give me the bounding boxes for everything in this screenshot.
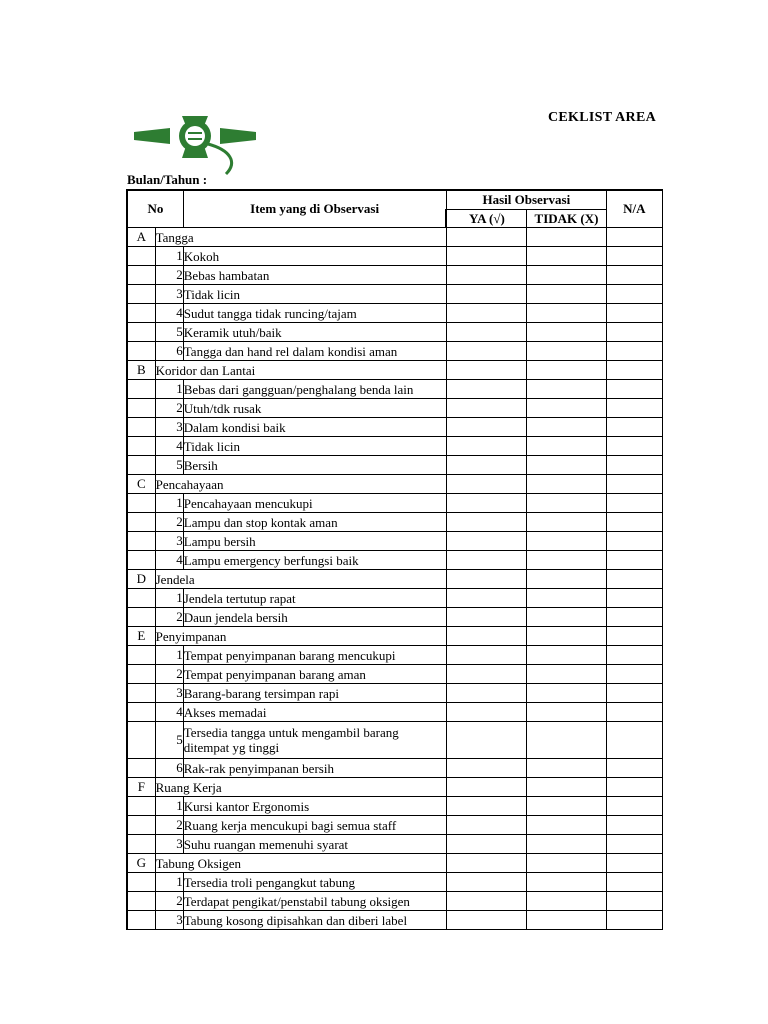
item-row bbox=[127, 532, 663, 551]
ya-cell[interactable] bbox=[446, 892, 526, 911]
item-row bbox=[127, 437, 663, 456]
item-number: 2 bbox=[155, 513, 183, 532]
row-spacer bbox=[127, 816, 155, 835]
item-text: Ruang kerja mencukupi bagi semua staff bbox=[183, 816, 446, 835]
row-spacer bbox=[127, 285, 155, 304]
row-spacer bbox=[127, 911, 155, 930]
item-text: Terdapat pengikat/penstabil tabung oksigen bbox=[183, 892, 446, 911]
row-spacer bbox=[127, 873, 155, 892]
ya-cell[interactable] bbox=[446, 342, 526, 361]
item-row bbox=[127, 665, 663, 684]
ya-cell[interactable] bbox=[446, 778, 526, 797]
item-text: Utuh/tdk rusak bbox=[183, 399, 446, 418]
ya-cell[interactable] bbox=[446, 532, 526, 551]
row-spacer bbox=[127, 835, 155, 854]
ya-cell[interactable] bbox=[446, 361, 526, 380]
item-text: Tabung kosong dipisahkan dan diberi label bbox=[183, 911, 446, 930]
na-cell[interactable] bbox=[606, 570, 662, 589]
section-row bbox=[127, 475, 663, 494]
header-na: N/A bbox=[606, 190, 662, 228]
item-number: 4 bbox=[155, 304, 183, 323]
item-text: Pencahayaan mencukupi bbox=[183, 494, 446, 513]
section-code: E bbox=[127, 627, 155, 646]
green-cross-logo-icon bbox=[130, 114, 260, 180]
na-cell[interactable] bbox=[606, 361, 662, 380]
tidak-cell[interactable] bbox=[527, 722, 606, 759]
row-spacer bbox=[127, 551, 155, 570]
na-cell[interactable] bbox=[606, 399, 662, 418]
row-spacer bbox=[127, 759, 155, 778]
tidak-cell[interactable] bbox=[527, 854, 606, 873]
na-cell[interactable] bbox=[606, 873, 662, 892]
item-number: 6 bbox=[155, 342, 183, 361]
na-cell[interactable] bbox=[606, 854, 662, 873]
item-row bbox=[127, 816, 663, 835]
ya-cell[interactable] bbox=[446, 266, 526, 285]
ya-cell[interactable] bbox=[446, 589, 526, 608]
row-spacer bbox=[127, 722, 155, 759]
tidak-cell[interactable] bbox=[527, 589, 606, 608]
tidak-cell[interactable] bbox=[527, 759, 606, 778]
ya-cell[interactable] bbox=[446, 722, 526, 759]
item-row bbox=[127, 513, 663, 532]
section-name: Koridor dan Lantai bbox=[155, 361, 446, 380]
ya-cell[interactable] bbox=[446, 437, 526, 456]
na-cell[interactable] bbox=[606, 684, 662, 703]
section-row bbox=[127, 228, 663, 247]
item-text: Bersih bbox=[183, 456, 446, 475]
section-row bbox=[127, 854, 663, 873]
ya-cell[interactable] bbox=[446, 759, 526, 778]
na-cell[interactable] bbox=[606, 285, 662, 304]
row-spacer bbox=[127, 646, 155, 665]
ya-cell[interactable] bbox=[446, 646, 526, 665]
na-cell[interactable] bbox=[606, 513, 662, 532]
tidak-cell[interactable] bbox=[527, 247, 606, 266]
ya-cell[interactable] bbox=[446, 703, 526, 722]
item-number: 3 bbox=[155, 532, 183, 551]
na-cell[interactable] bbox=[606, 797, 662, 816]
item-number: 1 bbox=[155, 873, 183, 892]
item-row bbox=[127, 608, 663, 627]
section-row bbox=[127, 778, 663, 797]
row-spacer bbox=[127, 342, 155, 361]
row-spacer bbox=[127, 665, 155, 684]
item-number: 1 bbox=[155, 646, 183, 665]
header-ya: YA (√) bbox=[446, 210, 526, 228]
ya-cell[interactable] bbox=[446, 380, 526, 399]
ya-cell[interactable] bbox=[446, 228, 526, 247]
page-title: CEKLIST AREA bbox=[548, 110, 656, 125]
ya-cell[interactable] bbox=[446, 304, 526, 323]
tidak-cell[interactable] bbox=[527, 513, 606, 532]
row-spacer bbox=[127, 494, 155, 513]
item-number: 1 bbox=[155, 380, 183, 399]
item-number: 3 bbox=[155, 835, 183, 854]
header-tidak: TIDAK (X) bbox=[527, 210, 606, 228]
item-row bbox=[127, 722, 663, 759]
section-row bbox=[127, 627, 663, 646]
item-number: 2 bbox=[155, 608, 183, 627]
na-cell[interactable] bbox=[606, 228, 662, 247]
item-number: 1 bbox=[155, 494, 183, 513]
row-spacer bbox=[127, 380, 155, 399]
ya-cell[interactable] bbox=[446, 627, 526, 646]
item-text: Barang-barang tersimpan rapi bbox=[183, 684, 446, 703]
na-cell[interactable] bbox=[606, 380, 662, 399]
item-number: 4 bbox=[155, 703, 183, 722]
item-text: Lampu dan stop kontak aman bbox=[183, 513, 446, 532]
item-number: 3 bbox=[155, 684, 183, 703]
item-text: Tidak licin bbox=[183, 437, 446, 456]
tidak-cell[interactable] bbox=[527, 892, 606, 911]
na-cell[interactable] bbox=[606, 646, 662, 665]
section-code: D bbox=[127, 570, 155, 589]
ya-cell[interactable] bbox=[446, 570, 526, 589]
period-label: Bulan/Tahun : bbox=[127, 172, 208, 187]
ya-cell[interactable] bbox=[446, 456, 526, 475]
tidak-cell[interactable] bbox=[527, 778, 606, 797]
item-row bbox=[127, 797, 663, 816]
tidak-cell[interactable] bbox=[527, 684, 606, 703]
na-cell[interactable] bbox=[606, 323, 662, 342]
row-spacer bbox=[127, 418, 155, 437]
na-cell[interactable] bbox=[606, 304, 662, 323]
section-row bbox=[127, 361, 663, 380]
ya-cell[interactable] bbox=[446, 247, 526, 266]
item-text: Bebas hambatan bbox=[183, 266, 446, 285]
item-row bbox=[127, 703, 663, 722]
row-spacer bbox=[127, 323, 155, 342]
section-code: A bbox=[127, 228, 155, 247]
item-number: 2 bbox=[155, 665, 183, 684]
ya-cell[interactable] bbox=[446, 513, 526, 532]
tidak-cell[interactable] bbox=[527, 399, 606, 418]
row-spacer bbox=[127, 684, 155, 703]
tidak-cell[interactable] bbox=[527, 266, 606, 285]
na-cell[interactable] bbox=[606, 665, 662, 684]
item-text: Suhu ruangan memenuhi syarat bbox=[183, 835, 446, 854]
item-text: Tersedia troli pengangkut tabung bbox=[183, 873, 446, 892]
item-row bbox=[127, 304, 663, 323]
na-cell[interactable] bbox=[606, 722, 662, 759]
item-row bbox=[127, 589, 663, 608]
item-row bbox=[127, 684, 663, 703]
tidak-cell[interactable] bbox=[527, 323, 606, 342]
section-name: Tangga bbox=[155, 228, 446, 247]
row-spacer bbox=[127, 513, 155, 532]
item-number: 1 bbox=[155, 797, 183, 816]
item-row bbox=[127, 247, 663, 266]
item-number: 2 bbox=[155, 892, 183, 911]
tidak-cell[interactable] bbox=[527, 873, 606, 892]
item-row bbox=[127, 759, 663, 778]
tidak-cell[interactable] bbox=[527, 380, 606, 399]
tidak-cell[interactable] bbox=[527, 418, 606, 437]
item-number: 6 bbox=[155, 759, 183, 778]
tidak-cell[interactable] bbox=[527, 361, 606, 380]
na-cell[interactable] bbox=[606, 608, 662, 627]
ya-cell[interactable] bbox=[446, 323, 526, 342]
na-cell[interactable] bbox=[606, 835, 662, 854]
tidak-cell[interactable] bbox=[527, 627, 606, 646]
na-cell[interactable] bbox=[606, 418, 662, 437]
na-cell[interactable] bbox=[606, 778, 662, 797]
na-cell[interactable] bbox=[606, 494, 662, 513]
tidak-cell[interactable] bbox=[527, 285, 606, 304]
na-cell[interactable] bbox=[606, 551, 662, 570]
item-row bbox=[127, 399, 663, 418]
section-row bbox=[127, 570, 663, 589]
row-spacer bbox=[127, 589, 155, 608]
tidak-cell[interactable] bbox=[527, 835, 606, 854]
ya-cell[interactable] bbox=[446, 665, 526, 684]
item-number: 5 bbox=[155, 323, 183, 342]
ya-cell[interactable] bbox=[446, 835, 526, 854]
item-text: Tidak licin bbox=[183, 285, 446, 304]
tidak-cell[interactable] bbox=[527, 703, 606, 722]
tidak-cell[interactable] bbox=[527, 646, 606, 665]
na-cell[interactable] bbox=[606, 266, 662, 285]
item-row bbox=[127, 646, 663, 665]
section-name: Ruang Kerja bbox=[155, 778, 446, 797]
ya-cell[interactable] bbox=[446, 911, 526, 930]
row-spacer bbox=[127, 797, 155, 816]
item-text: Tempat penyimpanan barang aman bbox=[183, 665, 446, 684]
na-cell[interactable] bbox=[606, 532, 662, 551]
tidak-cell[interactable] bbox=[527, 342, 606, 361]
na-cell[interactable] bbox=[606, 589, 662, 608]
na-cell[interactable] bbox=[606, 247, 662, 266]
section-code: C bbox=[127, 475, 155, 494]
na-cell[interactable] bbox=[606, 816, 662, 835]
row-spacer bbox=[127, 304, 155, 323]
item-text: Tersedia tangga untuk mengambil barang ditempat yg tinggi bbox=[183, 722, 446, 759]
item-row bbox=[127, 911, 663, 930]
tidak-cell[interactable] bbox=[527, 816, 606, 835]
row-spacer bbox=[127, 532, 155, 551]
tidak-cell[interactable] bbox=[527, 475, 606, 494]
section-code: G bbox=[127, 854, 155, 873]
item-number: 1 bbox=[155, 247, 183, 266]
ya-cell[interactable] bbox=[446, 551, 526, 570]
item-text: Bebas dari gangguan/penghalang benda lain bbox=[183, 380, 446, 399]
item-row bbox=[127, 266, 663, 285]
tidak-cell[interactable] bbox=[527, 304, 606, 323]
row-spacer bbox=[127, 456, 155, 475]
na-cell[interactable] bbox=[606, 892, 662, 911]
item-row bbox=[127, 494, 663, 513]
tidak-cell[interactable] bbox=[527, 494, 606, 513]
ya-cell[interactable] bbox=[446, 608, 526, 627]
row-spacer bbox=[127, 703, 155, 722]
row-spacer bbox=[127, 608, 155, 627]
na-cell[interactable] bbox=[606, 456, 662, 475]
tidak-cell[interactable] bbox=[527, 551, 606, 570]
item-text: Tempat penyimpanan barang mencukupi bbox=[183, 646, 446, 665]
item-row bbox=[127, 456, 663, 475]
ya-cell[interactable] bbox=[446, 494, 526, 513]
tidak-cell[interactable] bbox=[527, 797, 606, 816]
ya-cell[interactable] bbox=[446, 418, 526, 437]
na-cell[interactable] bbox=[606, 627, 662, 646]
na-cell[interactable] bbox=[606, 437, 662, 456]
item-text: Keramik utuh/baik bbox=[183, 323, 446, 342]
section-name: Jendela bbox=[155, 570, 446, 589]
item-number: 2 bbox=[155, 816, 183, 835]
ya-cell[interactable] bbox=[446, 873, 526, 892]
item-text: Akses memadai bbox=[183, 703, 446, 722]
tidak-cell[interactable] bbox=[527, 608, 606, 627]
item-row bbox=[127, 380, 663, 399]
item-number: 3 bbox=[155, 911, 183, 930]
item-number: 3 bbox=[155, 418, 183, 437]
tidak-cell[interactable] bbox=[527, 570, 606, 589]
row-spacer bbox=[127, 247, 155, 266]
row-spacer bbox=[127, 266, 155, 285]
item-text: Tangga dan hand rel dalam kondisi aman bbox=[183, 342, 446, 361]
tidak-cell[interactable] bbox=[527, 911, 606, 930]
tidak-cell[interactable] bbox=[527, 532, 606, 551]
header-item: Item yang di Observasi bbox=[183, 190, 446, 228]
item-number: 1 bbox=[155, 589, 183, 608]
section-name: Penyimpanan bbox=[155, 627, 446, 646]
item-text: Sudut tangga tidak runcing/tajam bbox=[183, 304, 446, 323]
item-row bbox=[127, 835, 663, 854]
ya-cell[interactable] bbox=[446, 475, 526, 494]
item-text: Rak-rak penyimpanan bersih bbox=[183, 759, 446, 778]
tidak-cell[interactable] bbox=[527, 437, 606, 456]
na-cell[interactable] bbox=[606, 475, 662, 494]
item-text: Jendela tertutup rapat bbox=[183, 589, 446, 608]
ya-cell[interactable] bbox=[446, 797, 526, 816]
item-row bbox=[127, 342, 663, 361]
na-cell[interactable] bbox=[606, 342, 662, 361]
item-row bbox=[127, 551, 663, 570]
item-text: Kokoh bbox=[183, 247, 446, 266]
na-cell[interactable] bbox=[606, 759, 662, 778]
header-no: No bbox=[127, 190, 183, 228]
item-number: 4 bbox=[155, 437, 183, 456]
item-row bbox=[127, 285, 663, 304]
na-cell[interactable] bbox=[606, 703, 662, 722]
ya-cell[interactable] bbox=[446, 285, 526, 304]
ya-cell[interactable] bbox=[446, 684, 526, 703]
row-spacer bbox=[127, 399, 155, 418]
tidak-cell[interactable] bbox=[527, 228, 606, 247]
section-name: Pencahayaan bbox=[155, 475, 446, 494]
section-code: F bbox=[127, 778, 155, 797]
header-result: Hasil Observasi bbox=[446, 190, 606, 210]
item-text: Kursi kantor Ergonomis bbox=[183, 797, 446, 816]
row-spacer bbox=[127, 437, 155, 456]
checklist-table bbox=[126, 189, 663, 930]
section-name: Tabung Oksigen bbox=[155, 854, 446, 873]
ya-cell[interactable] bbox=[446, 816, 526, 835]
item-text: Lampu bersih bbox=[183, 532, 446, 551]
item-number: 4 bbox=[155, 551, 183, 570]
item-text: Dalam kondisi baik bbox=[183, 418, 446, 437]
section-code: B bbox=[127, 361, 155, 380]
tidak-cell[interactable] bbox=[527, 665, 606, 684]
item-row bbox=[127, 323, 663, 342]
checklist-body bbox=[127, 228, 663, 930]
item-text: Daun jendela bersih bbox=[183, 608, 446, 627]
item-text: Lampu emergency berfungsi baik bbox=[183, 551, 446, 570]
row-spacer bbox=[127, 892, 155, 911]
ya-cell[interactable] bbox=[446, 399, 526, 418]
ya-cell[interactable] bbox=[446, 854, 526, 873]
item-number: 3 bbox=[155, 285, 183, 304]
na-cell[interactable] bbox=[606, 911, 662, 930]
item-row bbox=[127, 418, 663, 437]
tidak-cell[interactable] bbox=[527, 456, 606, 475]
item-number: 5 bbox=[155, 722, 183, 759]
item-number: 2 bbox=[155, 266, 183, 285]
item-number: 2 bbox=[155, 399, 183, 418]
item-number: 5 bbox=[155, 456, 183, 475]
item-row bbox=[127, 873, 663, 892]
item-row bbox=[127, 892, 663, 911]
